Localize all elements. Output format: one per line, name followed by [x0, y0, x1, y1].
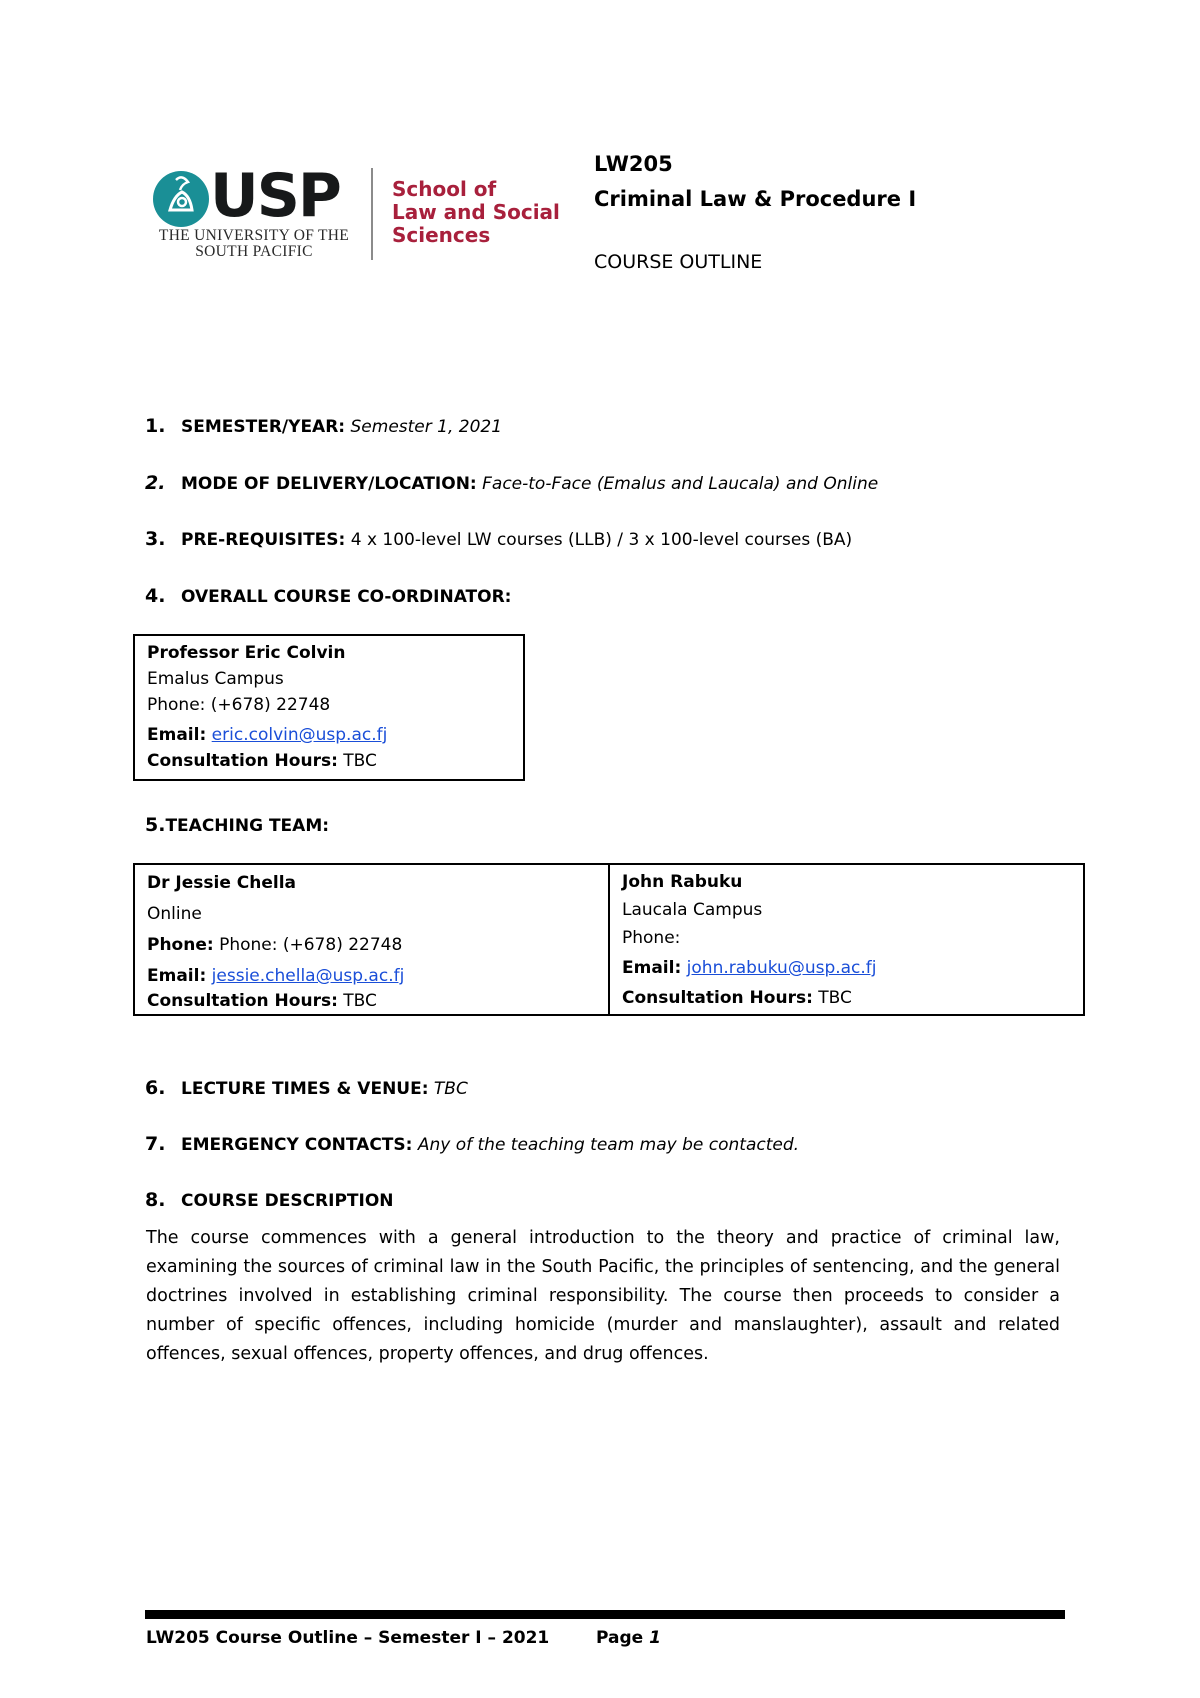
item-coordinator: 4. OVERALL COURSE CO-ORDINATOR: [145, 585, 512, 607]
usp-emblem-icon [152, 170, 210, 228]
footer-rule [145, 1610, 1065, 1619]
item-prerequisites: 3. PRE-REQUISITES: 4 x 100-level LW courses (LLB) / 3 x 100-level courses (BA) [145, 528, 853, 550]
course-description-text: The course commences with a general introduction to the theory and practice of criminal law, examining the sources of criminal law in the South Pacific, the principles of sentencing, and the general doctrines involved in establishing criminal responsibility. The course then proceeds to consider a number of specific offences, including homicide (murder and manslaughter), assault and related offences, sexual offences, property offences, and drug offences. [146, 1228, 1060, 1364]
chella-email-link[interactable]: jessie.chella@usp.ac.fj [211, 966, 405, 986]
item-teaching-team: 5.TEACHING TEAM: [145, 814, 330, 836]
coordinator-name: Professor Eric Colvin [147, 643, 346, 663]
footer-title: LW205 Course Outline – Semester I – 2021 [146, 1628, 550, 1648]
course-title: Criminal Law & Procedure I [594, 187, 917, 211]
item-course-description: 8. COURSE DESCRIPTION [145, 1189, 394, 1211]
usp-logo [148, 161, 560, 266]
item-lecture-times: 6. LECTURE TIMES & VENUE: TBC [145, 1077, 468, 1099]
team-member-chella: Dr Jessie Chella Online Phone: Phone: (+678) 22748 Email: jessie.chella@usp.ac.fj Consultation Hours: TBC [147, 873, 405, 1011]
logo-university-name: THE UNIVERSITY OF THE SOUTH PACIFIC [158, 227, 350, 260]
document-subtitle: COURSE OUTLINE [594, 251, 763, 273]
coordinator-box: Professor Eric Colvin Emalus Campus Phone: (+678) 22748 Email: eric.colvin@usp.ac.fj Consultation Hours: TBC [133, 634, 525, 781]
coordinator-phone: Phone: (+678) 22748 [147, 695, 331, 715]
teaching-team-table [133, 863, 1085, 1016]
course-code: LW205 [594, 152, 673, 176]
item-emergency-contacts: 7. EMERGENCY CONTACTS: Any of the teaching team may be contacted. [145, 1133, 800, 1155]
coordinator-email-link[interactable]: eric.colvin@usp.ac.fj [211, 725, 388, 745]
item-semester: 1. SEMESTER/YEAR: Semester 1, 2021 [145, 415, 503, 437]
rabuku-email-link[interactable]: john.rabuku@usp.ac.fj [686, 958, 877, 978]
footer-page-number: Page 1 [596, 1628, 661, 1648]
logo-school-name: School of Law and Social Sciences [392, 177, 560, 247]
logo-brand: USP [210, 161, 340, 231]
team-member-rabuku: John Rabuku Laucala Campus Phone: Email: john.rabuku@usp.ac.fj Consultation Hours: TBC [608, 865, 1083, 1014]
item-delivery: 2. MODE OF DELIVERY/LOCATION: Face-to-Face (Emalus and Laucala) and Online [145, 472, 879, 494]
coordinator-campus: Emalus Campus [147, 669, 284, 689]
logo-divider [371, 168, 373, 260]
